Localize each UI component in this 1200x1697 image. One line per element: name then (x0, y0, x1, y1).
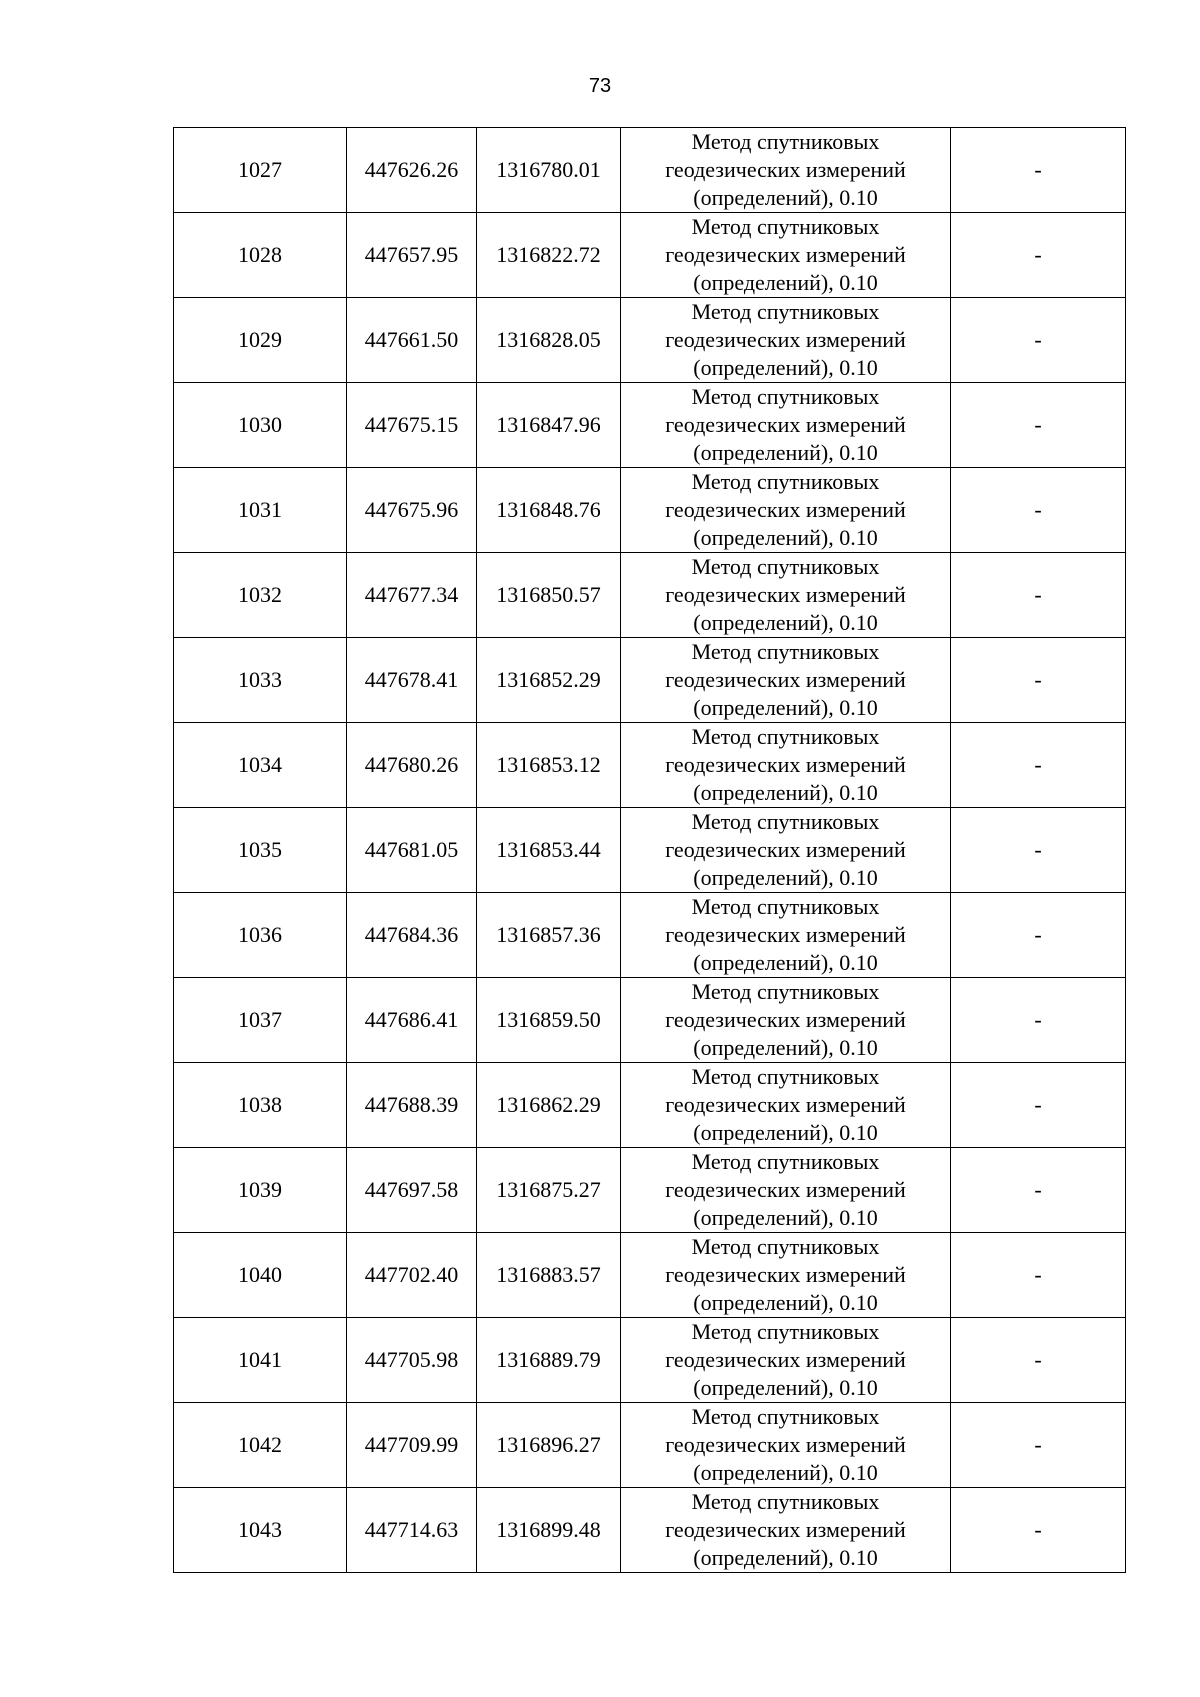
method-cell (621, 128, 951, 213)
method-text-line3: (определений), 0.10 (693, 1120, 878, 1145)
method-text-line2: геодезических измерений (665, 157, 906, 182)
method-text-line3: (определений), 0.10 (693, 1290, 878, 1315)
method-text-line1: Метод спутниковых (691, 809, 880, 834)
y-coordinate-cell: 1316852.29 (477, 638, 621, 723)
y-coordinate-cell: 1316850.57 (477, 553, 621, 638)
method-text-line2: геодезических измерений (665, 1092, 906, 1117)
method-cell (621, 1063, 951, 1148)
method-text-line1: Метод спутниковых (691, 214, 880, 239)
x-coordinate-cell: 447697.58 (347, 1148, 477, 1233)
x-coordinate-cell: 447675.15 (347, 383, 477, 468)
method-cell (621, 978, 951, 1063)
method-text-line1: Метод спутниковых (691, 1149, 880, 1174)
coordinates-table (173, 127, 1126, 1573)
note-cell: - (951, 723, 1126, 808)
method-text-line3: (определений), 0.10 (693, 610, 878, 635)
method-text-line1: Метод спутниковых (691, 129, 880, 154)
note-cell: - (951, 1233, 1126, 1318)
method-text-line3: (определений), 0.10 (693, 1035, 878, 1060)
note-cell: - (951, 128, 1126, 213)
point-number-cell: 1032 (174, 553, 347, 638)
table-row (174, 1063, 1126, 1148)
method-cell (621, 298, 951, 383)
method-text-line3: (определений), 0.10 (693, 780, 878, 805)
note-cell: - (951, 298, 1126, 383)
method-text-line3: (определений), 0.10 (693, 1460, 878, 1485)
y-coordinate-cell: 1316848.76 (477, 468, 621, 553)
x-coordinate-cell: 447702.40 (347, 1233, 477, 1318)
method-text-line2: геодезических измерений (665, 1517, 906, 1542)
method-text-line3: (определений), 0.10 (693, 355, 878, 380)
method-cell (621, 553, 951, 638)
point-number-cell: 1037 (174, 978, 347, 1063)
table-row (174, 1233, 1126, 1318)
x-coordinate-cell: 447684.36 (347, 893, 477, 978)
method-text-line2: геодезических измерений (665, 1262, 906, 1287)
point-number-cell: 1027 (174, 128, 347, 213)
x-coordinate-cell: 447688.39 (347, 1063, 477, 1148)
method-cell (621, 1403, 951, 1488)
y-coordinate-cell: 1316899.48 (477, 1488, 621, 1573)
method-cell (621, 638, 951, 723)
point-number-cell: 1039 (174, 1148, 347, 1233)
note-cell: - (951, 1488, 1126, 1573)
method-text-line1: Метод спутниковых (691, 724, 880, 749)
x-coordinate-cell: 447709.99 (347, 1403, 477, 1488)
method-text-line1: Метод спутниковых (691, 1234, 880, 1259)
method-text-line3: (определений), 0.10 (693, 1375, 878, 1400)
table-row (174, 553, 1126, 638)
y-coordinate-cell: 1316853.44 (477, 808, 621, 893)
method-text-line3: (определений), 0.10 (693, 525, 878, 550)
point-number-cell: 1034 (174, 723, 347, 808)
method-text-line3: (определений), 0.10 (693, 1205, 878, 1230)
table-row (174, 1403, 1126, 1488)
y-coordinate-cell: 1316847.96 (477, 383, 621, 468)
x-coordinate-cell: 447661.50 (347, 298, 477, 383)
note-cell: - (951, 893, 1126, 978)
method-cell (621, 1233, 951, 1318)
method-text-line3: (определений), 0.10 (693, 270, 878, 295)
point-number-cell: 1036 (174, 893, 347, 978)
y-coordinate-cell: 1316875.27 (477, 1148, 621, 1233)
method-cell (621, 1488, 951, 1573)
method-text-line2: геодезических измерений (665, 582, 906, 607)
point-number-cell: 1040 (174, 1233, 347, 1318)
table-row (174, 638, 1126, 723)
method-cell (621, 468, 951, 553)
y-coordinate-cell: 1316889.79 (477, 1318, 621, 1403)
y-coordinate-cell: 1316857.36 (477, 893, 621, 978)
method-cell (621, 213, 951, 298)
table-row (174, 893, 1126, 978)
method-text-line1: Метод спутниковых (691, 1489, 880, 1514)
method-cell (621, 1318, 951, 1403)
table-row (174, 213, 1126, 298)
point-number-cell: 1042 (174, 1403, 347, 1488)
method-text-line2: геодезических измерений (665, 497, 906, 522)
point-number-cell: 1033 (174, 638, 347, 723)
method-text-line2: геодезических измерений (665, 752, 906, 777)
table-row (174, 723, 1126, 808)
point-number-cell: 1031 (174, 468, 347, 553)
x-coordinate-cell: 447686.41 (347, 978, 477, 1063)
table-row (174, 383, 1126, 468)
method-text-line2: геодезических измерений (665, 1347, 906, 1372)
table-row (174, 128, 1126, 213)
table-row (174, 468, 1126, 553)
method-text-line2: геодезических измерений (665, 242, 906, 267)
y-coordinate-cell: 1316862.29 (477, 1063, 621, 1148)
note-cell: - (951, 468, 1126, 553)
point-number-cell: 1028 (174, 213, 347, 298)
point-number-cell: 1038 (174, 1063, 347, 1148)
x-coordinate-cell: 447677.34 (347, 553, 477, 638)
x-coordinate-cell: 447675.96 (347, 468, 477, 553)
method-cell (621, 808, 951, 893)
y-coordinate-cell: 1316780.01 (477, 128, 621, 213)
note-cell: - (951, 553, 1126, 638)
method-text-line1: Метод спутниковых (691, 639, 880, 664)
x-coordinate-cell: 447680.26 (347, 723, 477, 808)
y-coordinate-cell: 1316853.12 (477, 723, 621, 808)
method-text-line1: Метод спутниковых (691, 554, 880, 579)
y-coordinate-cell: 1316859.50 (477, 978, 621, 1063)
y-coordinate-cell: 1316896.27 (477, 1403, 621, 1488)
note-cell: - (951, 1318, 1126, 1403)
page-number: 73 (588, 75, 612, 97)
x-coordinate-cell: 447714.63 (347, 1488, 477, 1573)
point-number-cell: 1043 (174, 1488, 347, 1573)
table-row (174, 1318, 1126, 1403)
x-coordinate-cell: 447678.41 (347, 638, 477, 723)
method-text-line1: Метод спутниковых (691, 1319, 880, 1344)
x-coordinate-cell: 447681.05 (347, 808, 477, 893)
method-text-line1: Метод спутниковых (691, 1404, 880, 1429)
table-row (174, 1488, 1126, 1573)
table-row (174, 978, 1126, 1063)
method-text-line3: (определений), 0.10 (693, 865, 878, 890)
table-row (174, 298, 1126, 383)
method-text-line1: Метод спутниковых (691, 1064, 880, 1089)
method-text-line3: (определений), 0.10 (693, 440, 878, 465)
point-number-cell: 1030 (174, 383, 347, 468)
method-text-line2: геодезических измерений (665, 412, 906, 437)
x-coordinate-cell: 447626.26 (347, 128, 477, 213)
method-text-line3: (определений), 0.10 (693, 695, 878, 720)
table-row (174, 1148, 1126, 1233)
x-coordinate-cell: 447705.98 (347, 1318, 477, 1403)
note-cell: - (951, 1063, 1126, 1148)
method-text-line1: Метод спутниковых (691, 384, 880, 409)
method-text-line3: (определений), 0.10 (693, 185, 878, 210)
method-text-line2: геодезических измерений (665, 1007, 906, 1032)
method-text-line3: (определений), 0.10 (693, 950, 878, 975)
note-cell: - (951, 638, 1126, 723)
method-cell (621, 383, 951, 468)
method-text-line2: геодезических измерений (665, 667, 906, 692)
note-cell: - (951, 808, 1126, 893)
method-text-line2: геодезических измерений (665, 1177, 906, 1202)
method-text-line1: Метод спутниковых (691, 894, 880, 919)
coordinates-table-body (174, 128, 1126, 1573)
method-cell (621, 893, 951, 978)
method-text-line1: Метод спутниковых (691, 979, 880, 1004)
y-coordinate-cell: 1316828.05 (477, 298, 621, 383)
method-text-line2: геодезических измерений (665, 922, 906, 947)
method-text-line3: (определений), 0.10 (693, 1545, 878, 1570)
y-coordinate-cell: 1316822.72 (477, 213, 621, 298)
method-cell (621, 723, 951, 808)
method-cell (621, 1148, 951, 1233)
method-text-line2: геодезических измерений (665, 837, 906, 862)
x-coordinate-cell: 447657.95 (347, 213, 477, 298)
method-text-line1: Метод спутниковых (691, 469, 880, 494)
method-text-line1: Метод спутниковых (691, 299, 880, 324)
method-text-line2: геодезических измерений (665, 327, 906, 352)
table-row (174, 808, 1126, 893)
point-number-cell: 1029 (174, 298, 347, 383)
note-cell: - (951, 213, 1126, 298)
note-cell: - (951, 1403, 1126, 1488)
note-cell: - (951, 1148, 1126, 1233)
note-cell: - (951, 978, 1126, 1063)
method-text-line2: геодезических измерений (665, 1432, 906, 1457)
y-coordinate-cell: 1316883.57 (477, 1233, 621, 1318)
point-number-cell: 1041 (174, 1318, 347, 1403)
point-number-cell: 1035 (174, 808, 347, 893)
note-cell: - (951, 383, 1126, 468)
